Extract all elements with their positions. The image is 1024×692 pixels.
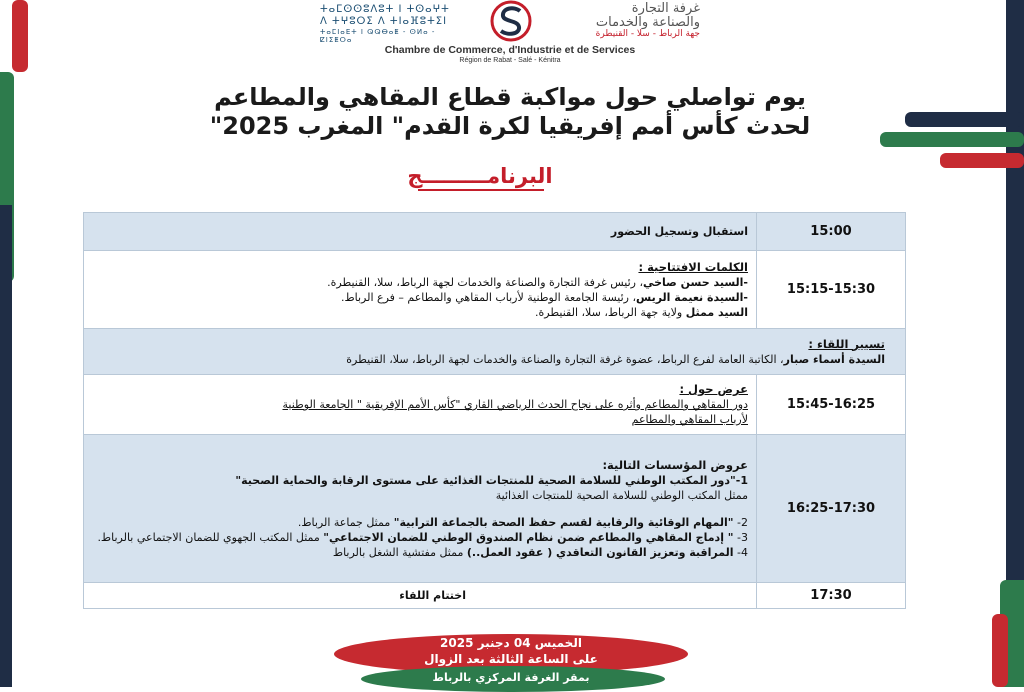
speaker-name: -السيد حسن صاخي	[643, 275, 748, 289]
decor-stripe-red	[940, 153, 1024, 168]
row-content	[84, 375, 757, 435]
speaker-role: ، رئيسة الجامعة الوطنية لأرباب المقاهي والمطاعم – فرع الرباط.	[340, 290, 637, 304]
footer-venue: بمقر الغرفة المركزي بالرباط	[432, 671, 590, 684]
moderator-role: ، الكاتبة العامة لفرع الرباط، عضوة غرفة التجارة والصناعة والخدمات لجهة الرباط، سلا، القنيطرة	[346, 352, 784, 366]
item-title: "المهام الوقائية والرقابية لقسم حفظ الصحة بالجماعة الترابية"	[393, 515, 734, 529]
speaker-line	[92, 290, 748, 305]
institutions-heading: عروض المؤسسات التالية:	[602, 457, 748, 472]
table-row	[84, 213, 906, 251]
table-row	[84, 375, 906, 435]
row-content	[84, 435, 757, 583]
row-time: 15:15-15:30	[757, 251, 906, 329]
row-time: 17:30	[757, 583, 906, 609]
presentation-text: دور المقاهي والمطاعم وأثره على نجاح الحدث الرياضي القاري "كأس الأمم الإفريقية " الجامعة الوطنية لأرباب المقاهي والمطاعم	[282, 398, 748, 426]
moderator-name: السيدة أسماء صبار	[783, 352, 885, 366]
row-content	[84, 329, 906, 375]
item-rep: ممثل جماعة الرباط.	[297, 515, 394, 529]
item-title: " إدماج المقاهي والمطاعم ضمن نظام الصندوق الوطني للضمان الاجتماعي"	[323, 530, 734, 544]
item-number: 3-	[733, 530, 748, 544]
schedule-table	[83, 212, 906, 609]
table-row	[84, 435, 906, 583]
decor-bar-left-red	[12, 0, 28, 72]
arabic-logo-line-1: غرفة التجارة	[631, 1, 700, 16]
institution-item-1-rep: ممثل المكتب الوطني للسلامة الصحية للمنتجات الغذائية	[495, 488, 748, 502]
program-heading: البرنامـــــــــج	[407, 164, 553, 188]
footer-time: على الساعة الثالثة بعد الزوال	[424, 652, 598, 666]
item-rep: ممثل المكتب الجهوي للضمان الاجتماعي بالرباط.	[97, 530, 324, 544]
decor-stripe-green	[880, 132, 1024, 147]
item-title: المراقبة وتعزيز القانون التعاقدي ( عقود العمل..)	[466, 545, 734, 559]
footer-date: الخميس 04 دجنبر 2025	[440, 636, 582, 650]
moderator-line	[92, 352, 885, 367]
chamber-region: Région de Rabat - Salé - Kénitra	[459, 57, 561, 64]
speaker-name: السيد ممثل	[685, 305, 748, 319]
item-rep: ممثل مفتشية الشغل بالرباط	[332, 545, 467, 559]
speaker-role: ، رئيس غرفة التجارة والصناعة والخدمات لجهة الرباط، سلا، القنيطرة.	[327, 275, 643, 289]
institution-item-3	[92, 530, 748, 545]
decor-stripe-navy	[905, 112, 1024, 127]
reception-text: استقبال وتسجيل الحضور	[610, 225, 748, 238]
row-time: 16:25-17:30	[757, 435, 906, 583]
page-title-line-2: لحدث كأس أمم إفريقيا لكرة القدم" المغرب 2025"	[209, 112, 811, 140]
program-underline	[418, 189, 544, 191]
row-time: 15:00	[757, 213, 906, 251]
row-content	[84, 213, 757, 251]
row-content	[84, 583, 757, 609]
row-time: 15:45-16:25	[757, 375, 906, 435]
table-row	[84, 583, 906, 609]
speaker-name: -السيدة نعيمة الريس	[636, 290, 748, 304]
opening-heading: الكلمات الافتتاحية :	[638, 259, 748, 274]
chamber-name: Chambre de Commerce, d'Industrie et de Services	[384, 44, 636, 56]
tifinagh-line-1: ⵜⴰⵎⵙⵙⵓⴷⵓⵜ ⵏ ⵜⵙⴰⵖⵜ	[320, 4, 450, 15]
arabic-logo-line-2: والصناعة والخدمات	[595, 15, 700, 30]
speaker-role: ولاية جهة الرباط، سلا، القنيطرة.	[535, 305, 686, 319]
institution-item-4	[92, 545, 748, 560]
table-row	[84, 251, 906, 329]
page-title-line-1: يوم تواصلي حول مواكبة قطاع المقاهي والمطاعم	[214, 83, 806, 111]
presentation-heading: عرض حول :	[679, 382, 748, 396]
moderation-heading: تسيير اللقاء :	[808, 336, 885, 351]
tifinagh-line-3: ⵜⴰⵎⵏⴰⴹⵜ ⵏ ⵕⵕⴱⴰⵟ - ⵙⵍⴰ - ⵇⵏⵉⵟⵔⴰ	[320, 28, 436, 44]
decor-bar-right-red	[992, 614, 1008, 687]
institution-item-1-title: 1-"دور المكتب الوطني للسلامة الصحية للمنتجات الغذائية على مستوى الرقابة والحماية الصحية"	[235, 473, 748, 487]
item-number: 4-	[733, 545, 748, 559]
tifinagh-line-2: ⴷ ⵜⵖⵓⵔⵉ ⴷ ⵜⵏⴰⴼⵓⵜⵉⵏ	[320, 16, 448, 27]
table-row	[84, 329, 906, 375]
arabic-logo-line-3: جهة الرباط - سلا - القنيطرة	[595, 29, 700, 39]
speaker-line	[92, 305, 748, 320]
decor-bar-left-navy	[0, 205, 12, 687]
institution-item-2	[92, 515, 748, 530]
closing-text: اختتام اللقاء	[399, 589, 466, 602]
row-content	[84, 251, 757, 329]
item-number: 2-	[733, 515, 748, 529]
speaker-line	[92, 275, 748, 290]
chamber-logo-icon	[488, 0, 534, 42]
